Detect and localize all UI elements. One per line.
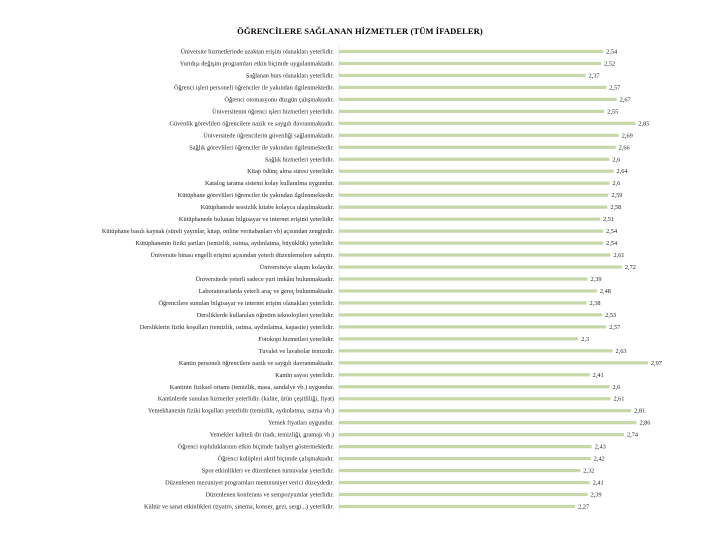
category-label: Düzenlenen konferans ve sempozyumlar yeterlidir. <box>205 491 334 499</box>
category-label: Üniversite binası engelli erişimi açısından yeterli düzenlemelere sahiptir. <box>150 252 334 260</box>
bar <box>339 505 575 508</box>
value-label: 2,52 <box>604 60 616 68</box>
value-label: 2,97 <box>650 359 662 367</box>
bar <box>339 146 616 149</box>
category-label: Düzenlenen mezuniyet programları memnuniyet verici düzeydedir. <box>165 479 334 487</box>
bar <box>339 457 591 460</box>
value-label: 2,39 <box>590 491 602 499</box>
value-label: 2,66 <box>618 144 630 152</box>
category-label: Öğrencilere sunulan bilgisayar ve internet erişim olanakları yeterlidir. <box>158 299 334 307</box>
value-label: 2,59 <box>611 192 623 200</box>
chart-title: ÖĞRENCİLERE SAĞLANAN HİZMETLER (TÜM İFADELER) <box>237 26 483 36</box>
value-label: 2,54 <box>606 228 618 236</box>
value-label: 2,61 <box>613 252 625 260</box>
category-label: Kantinin fiziksel ortamı (temizlik, masa, sandalye vb.) uygundur. <box>169 383 334 391</box>
bar <box>339 361 648 364</box>
category-label: Kütüphanede sessizlik kitabe kolayca ulaşılmaktadır. <box>200 204 334 212</box>
value-label: 2,39 <box>590 276 602 283</box>
bar <box>339 170 614 173</box>
bar <box>339 265 622 268</box>
category-label: Kütüphane görevlileri öğrenciler ile yakından ilgilenmektedir. <box>177 192 334 200</box>
value-label: 2,57 <box>609 84 621 92</box>
category-label: Sağlık görevlileri öğrenciler ile yakından ilgilenmektedir. <box>189 144 334 152</box>
bar <box>339 325 606 328</box>
category-label: Kütüphanede bulunan bilgisayar ve internet erişimi yeterlidir. <box>178 216 334 224</box>
value-label: 2,6 <box>612 156 621 164</box>
bar <box>339 230 603 233</box>
category-label: Kitap ödünç alma süresi yeterlidir. <box>247 168 334 176</box>
bar <box>339 98 617 101</box>
category-label: Yurtdışı değişim programları etkin biçimde uygulanmaktadır. <box>179 60 334 68</box>
category-label: Fotokopi hizmetleri yeterlidir. <box>258 335 334 343</box>
bar <box>339 218 600 221</box>
value-label: 2,41 <box>592 479 604 487</box>
category-label: Öğrenci işleri personeli öğrenciler ile yakından ilgilenmektedir. <box>174 84 334 92</box>
category-label: Dersliklerde kullanılan öğretim teknolojileri yeterlidir. <box>196 311 334 319</box>
category-label: Kantin personeli öğrencilere nazik ve saygılı davranmaktadır. <box>178 359 334 367</box>
bar <box>339 194 608 197</box>
bar <box>339 182 609 185</box>
value-label: 2,64 <box>616 168 628 176</box>
value-label: 2,53 <box>605 311 617 319</box>
category-label: Kütüphane basılı kaynak (süreli yayınlar, kitap, online veritabanları vb) açısından zengindir. <box>101 228 334 236</box>
category-label: Tuvalet ve lavabolar temizdir. <box>258 347 334 355</box>
value-label: 2,61 <box>613 395 625 403</box>
value-label: 2,57 <box>609 323 621 331</box>
category-label: Yemekhanenin fiziki koşulları yeterlidir (temizlik, aydınlatma, ısıtma vb.) <box>147 407 334 415</box>
category-label: Kültür ve sanat etkinlikleri (tiyatro, sinema, konser, gezi, sergi...) yeterlidir. <box>143 503 334 511</box>
category-label: Öğrenci otomasyonu düzgün çalışmaktadır. <box>224 96 334 104</box>
bar <box>339 134 619 137</box>
bar <box>339 373 590 376</box>
category-label: Sağlık hizmetleri yeterlidir. <box>264 156 334 164</box>
category-label: Üniversitede öğrencilerin güvenliği sağlanmaktadır. <box>203 132 334 140</box>
value-label: 2,67 <box>619 96 631 104</box>
value-label: 2,63 <box>615 347 627 355</box>
category-label: Katalog tarama sistemi kolay kullanılma uygundur. <box>204 180 334 188</box>
bar <box>339 253 610 256</box>
value-label: 2,32 <box>583 467 595 475</box>
category-label: Üniversitede yeterli sadece yurt imkânı bulunmaktadır. <box>195 276 334 283</box>
value-label: 2,42 <box>593 455 605 463</box>
bar <box>339 206 607 209</box>
category-label: Üniversiteye ulaşım kolaydır. <box>259 264 334 272</box>
bar <box>339 62 601 65</box>
category-label: Dersliklerin fiziki koşulları (temizlik, ısıtma, aydınlatma, kapasite) yeterlidir. <box>139 323 334 331</box>
category-label: Sağlanan burs olanakları yeterlidir. <box>245 72 334 80</box>
value-label: 2,6 <box>612 383 621 391</box>
value-label: 2,48 <box>599 287 611 295</box>
bar <box>339 493 588 496</box>
bar <box>339 337 578 340</box>
value-label: 2,58 <box>610 204 622 212</box>
value-label: 2,3 <box>581 335 590 343</box>
bar <box>339 385 609 388</box>
bar <box>339 241 603 244</box>
bar <box>339 289 597 292</box>
value-label: 2,54 <box>606 240 618 248</box>
value-label: 2,55 <box>607 108 619 116</box>
value-label: 2,86 <box>639 419 651 427</box>
category-label: Yemek fiyatları uygundur. <box>268 419 334 427</box>
bar <box>339 445 592 448</box>
value-label: 2,38 <box>589 299 601 307</box>
category-label: Öğrenci topluluklarının etkin biçimde faaliyet göstermektedir. <box>177 443 334 451</box>
bar <box>339 421 636 424</box>
bar <box>339 277 588 280</box>
bar <box>339 409 631 412</box>
bar <box>339 50 603 53</box>
category-label: Kantinlerde sunulan hizmetler yeterlidir. (kalite, ürün çeşitliliği, fiyat) <box>157 395 334 403</box>
category-label: Kütüphanenin fiziki şartları (temizlik, ısıtma, aydınlatma, büyüklük) yeterlidir. <box>135 240 334 248</box>
bar <box>339 122 635 125</box>
value-label: 2,37 <box>588 72 600 80</box>
value-label: 2,85 <box>638 120 650 128</box>
value-label: 2,6 <box>612 180 621 188</box>
category-label: Öğrenci kulüpleri aktif biçimde çalışmaktadır. <box>217 455 334 463</box>
bar <box>339 301 587 304</box>
category-label: Kantin sayısı yeterlidir. <box>275 371 334 379</box>
bar <box>339 110 604 113</box>
value-label: 2,81 <box>634 407 646 415</box>
value-label: 2,43 <box>594 443 606 451</box>
value-label: 2,51 <box>603 216 615 224</box>
bar <box>339 481 590 484</box>
bar <box>339 349 613 352</box>
category-label: Laboratuvarlarda yeterli araç ve gereç bulunmaktadır. <box>198 287 334 295</box>
value-label: 2,72 <box>624 264 636 272</box>
bar <box>339 469 580 472</box>
bar <box>339 158 609 161</box>
category-label: Üniversitenin öğrenci işleri hizmetleri yeterlidir. <box>212 108 334 116</box>
category-label: Güvenlik görevlileri öğrencilere nazik ve saygılı davranmaktadır. <box>169 120 334 128</box>
value-label: 2,27 <box>578 503 590 511</box>
category-label: Spor etkinlikleri ve düzenlenen turnuvalar yeterlidir. <box>201 467 334 475</box>
value-label: 2,74 <box>626 431 638 439</box>
bar <box>339 86 606 89</box>
value-label: 2,69 <box>621 132 633 140</box>
category-label: Yemekler kaliteli dir (tadı, temizliği, gramajı vb.) <box>209 431 334 439</box>
bar <box>339 313 602 316</box>
bar <box>339 74 585 77</box>
category-label: Üniversite hizmetlerinde uzaktan erişim olanakları yeterlidir. <box>180 48 334 56</box>
value-label: 2,54 <box>606 48 618 56</box>
bar <box>339 397 610 400</box>
value-label: 2,41 <box>592 371 604 379</box>
bar <box>339 433 624 436</box>
